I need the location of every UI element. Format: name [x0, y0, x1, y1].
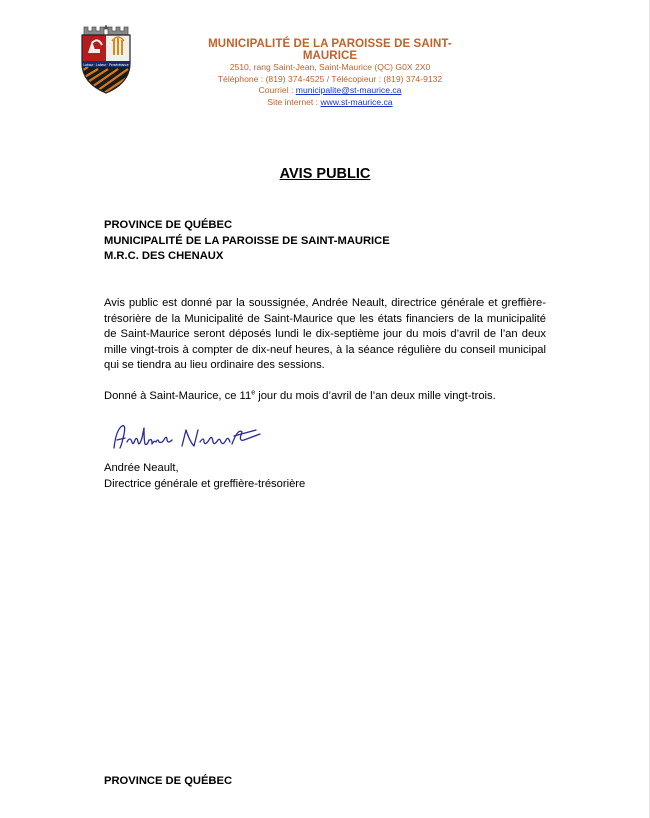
signer-title: Directrice générale et greffière-trésorière: [104, 477, 306, 490]
crest-motto: Labour · Labeur · Persévérance: [83, 63, 129, 67]
dated-prefix: Donné à Saint-Maurice, ce 11: [104, 390, 252, 402]
address-line-municipality: MUNICIPALITÉ DE LA PAROISSE DE SAINT-MAURICE: [104, 234, 390, 247]
municipal-crest-logo: [78, 25, 134, 95]
notice-dated-line: [104, 389, 546, 405]
municipality-name: MUNICIPALITÉ DE LA PAROISSE DE SAINT-MAURICE: [208, 38, 452, 62]
address-line-province: PROVINCE DE QUÉBEC: [104, 219, 233, 231]
dated-ordinal-suffix: e: [251, 389, 256, 397]
municipality-address: 2510, rang Saint-Jean, Saint-Maurice (QC) G0X 2X0: [229, 62, 431, 72]
email-label: Courriel :: [258, 85, 296, 95]
notice-title: AVIS PUBLIC: [279, 166, 371, 182]
dated-suffix: jour du mois d’avril de l’an deux mille vingt-trois.: [255, 390, 496, 402]
municipality-email-line: [190, 85, 470, 97]
notice-body-paragraph: Avis public est donné par la soussignée, Andrée Neault, directrice générale et greffière-trésorière de la Municipalité de Saint-Maurice que les états financiers de la municipalité de Saint-Maurice seront déposés lundi le dix-septième jour du mois d’avril de l’an deux mille vingt-trois à compter de dix-neuf heures, à la séance régulière du conseil municipal qui se tiendra au lieu ordinaire des sessions.: [104, 297, 546, 372]
website-link[interactable]: www.st-maurice.ca: [320, 96, 393, 107]
address-line-mrc: M.R.C. DES CHENAUX: [104, 250, 224, 263]
signer-name: Andrée Neault,: [104, 462, 179, 474]
email-link[interactable]: municipalite@st-maurice.ca: [295, 85, 402, 95]
municipality-phone: Téléphone : (819) 374-4525 / Télécopieur : (819) 374-9132: [217, 73, 443, 84]
website-label: Site internet :: [267, 96, 321, 107]
letterhead: [190, 38, 470, 108]
notice-address-block: [104, 218, 546, 265]
municipality-website-line: [190, 97, 470, 109]
next-page-province-heading: PROVINCE DE QUÉBEC: [104, 775, 233, 787]
signer-block: [104, 461, 546, 492]
handwritten-signature: [110, 420, 270, 456]
